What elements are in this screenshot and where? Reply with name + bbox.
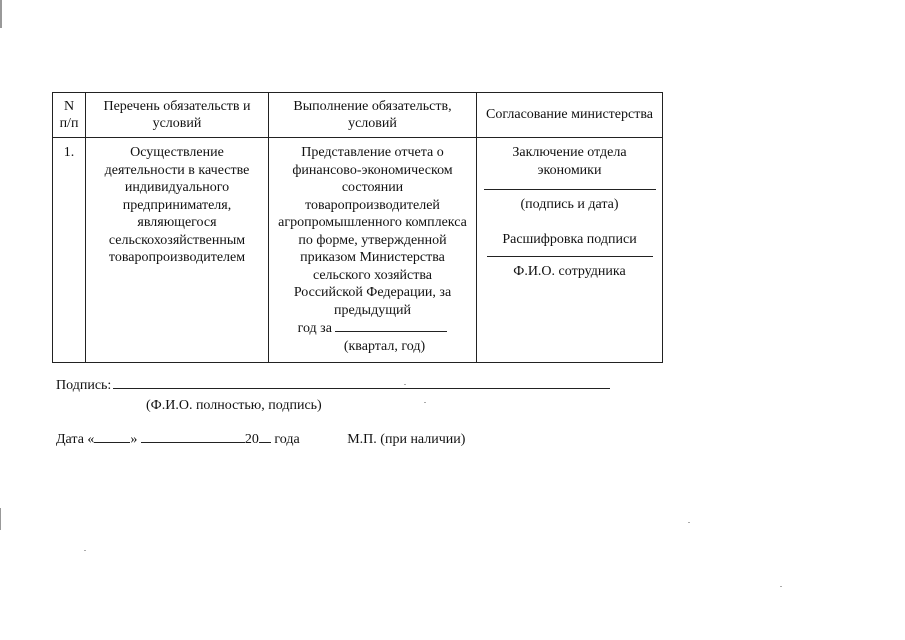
signature-label: Подпись: (56, 378, 112, 393)
table-header-row (53, 93, 663, 138)
date-row (56, 430, 465, 449)
month-blank[interactable] (141, 430, 245, 443)
header-fulfillment: Выполнение обязательств, условий (269, 93, 477, 138)
header-approval: Согласование министерства (477, 93, 663, 138)
signature-row (56, 376, 610, 395)
approval-title: Заключение отдела экономики (512, 145, 627, 178)
obligation-cell (86, 138, 269, 363)
stamp-label: М.П. (при наличии) (347, 432, 466, 447)
day-blank[interactable] (94, 430, 130, 443)
row-number: 1. (53, 138, 86, 363)
obligation-text: Осуществление деятельности в качестве индивидуального предпринимателя, являющегося сельскохозяйственным товаропроизводителем (104, 145, 250, 265)
approval-cell (477, 138, 663, 363)
scan-speck (424, 402, 426, 403)
header-obligations: Перечень обязательств и условий (86, 93, 269, 138)
year-blank[interactable] (259, 430, 271, 443)
scan-edge-mark (0, 508, 1, 530)
scan-speck (84, 550, 86, 551)
year-suffix: года (274, 432, 300, 447)
fulfillment-caption: (квартал, год) (343, 338, 426, 354)
approval-signature-line[interactable] (484, 189, 656, 190)
obligations-table (52, 92, 663, 363)
approval-fio: Ф.И.О. сотрудника (513, 264, 626, 279)
approval-sign-caption: (подпись и дата) (520, 197, 619, 212)
fulfillment-period-line (277, 319, 468, 338)
approval-fio-line[interactable] (487, 256, 653, 257)
fulfillment-text: Представление отчета о финансово-экономическом состоянии товаропроизводителей агропромышленного комплекса по форме, утвержденной приказом Министерства сельского хозяйства Российской Федерации, за предыдущий (278, 145, 467, 318)
fulfillment-year-prefix: год за (297, 321, 332, 336)
signature-caption: (Ф.И.О. полностью, подпись) (146, 398, 322, 413)
year-prefix: 20 (244, 432, 259, 447)
scan-speck (780, 586, 782, 587)
table-row (53, 138, 663, 363)
period-blank[interactable] (335, 319, 447, 332)
date-quote-close: » (130, 432, 138, 447)
scan-speck (688, 522, 690, 523)
signature-line[interactable] (113, 376, 610, 389)
header-number: N п/п (53, 93, 86, 138)
approval-decoding: Расшифровка подписи (502, 231, 637, 247)
date-label: Дата « (56, 432, 95, 447)
scan-speck (404, 384, 406, 385)
scan-edge-mark (0, 0, 2, 28)
fulfillment-cell (269, 138, 477, 363)
